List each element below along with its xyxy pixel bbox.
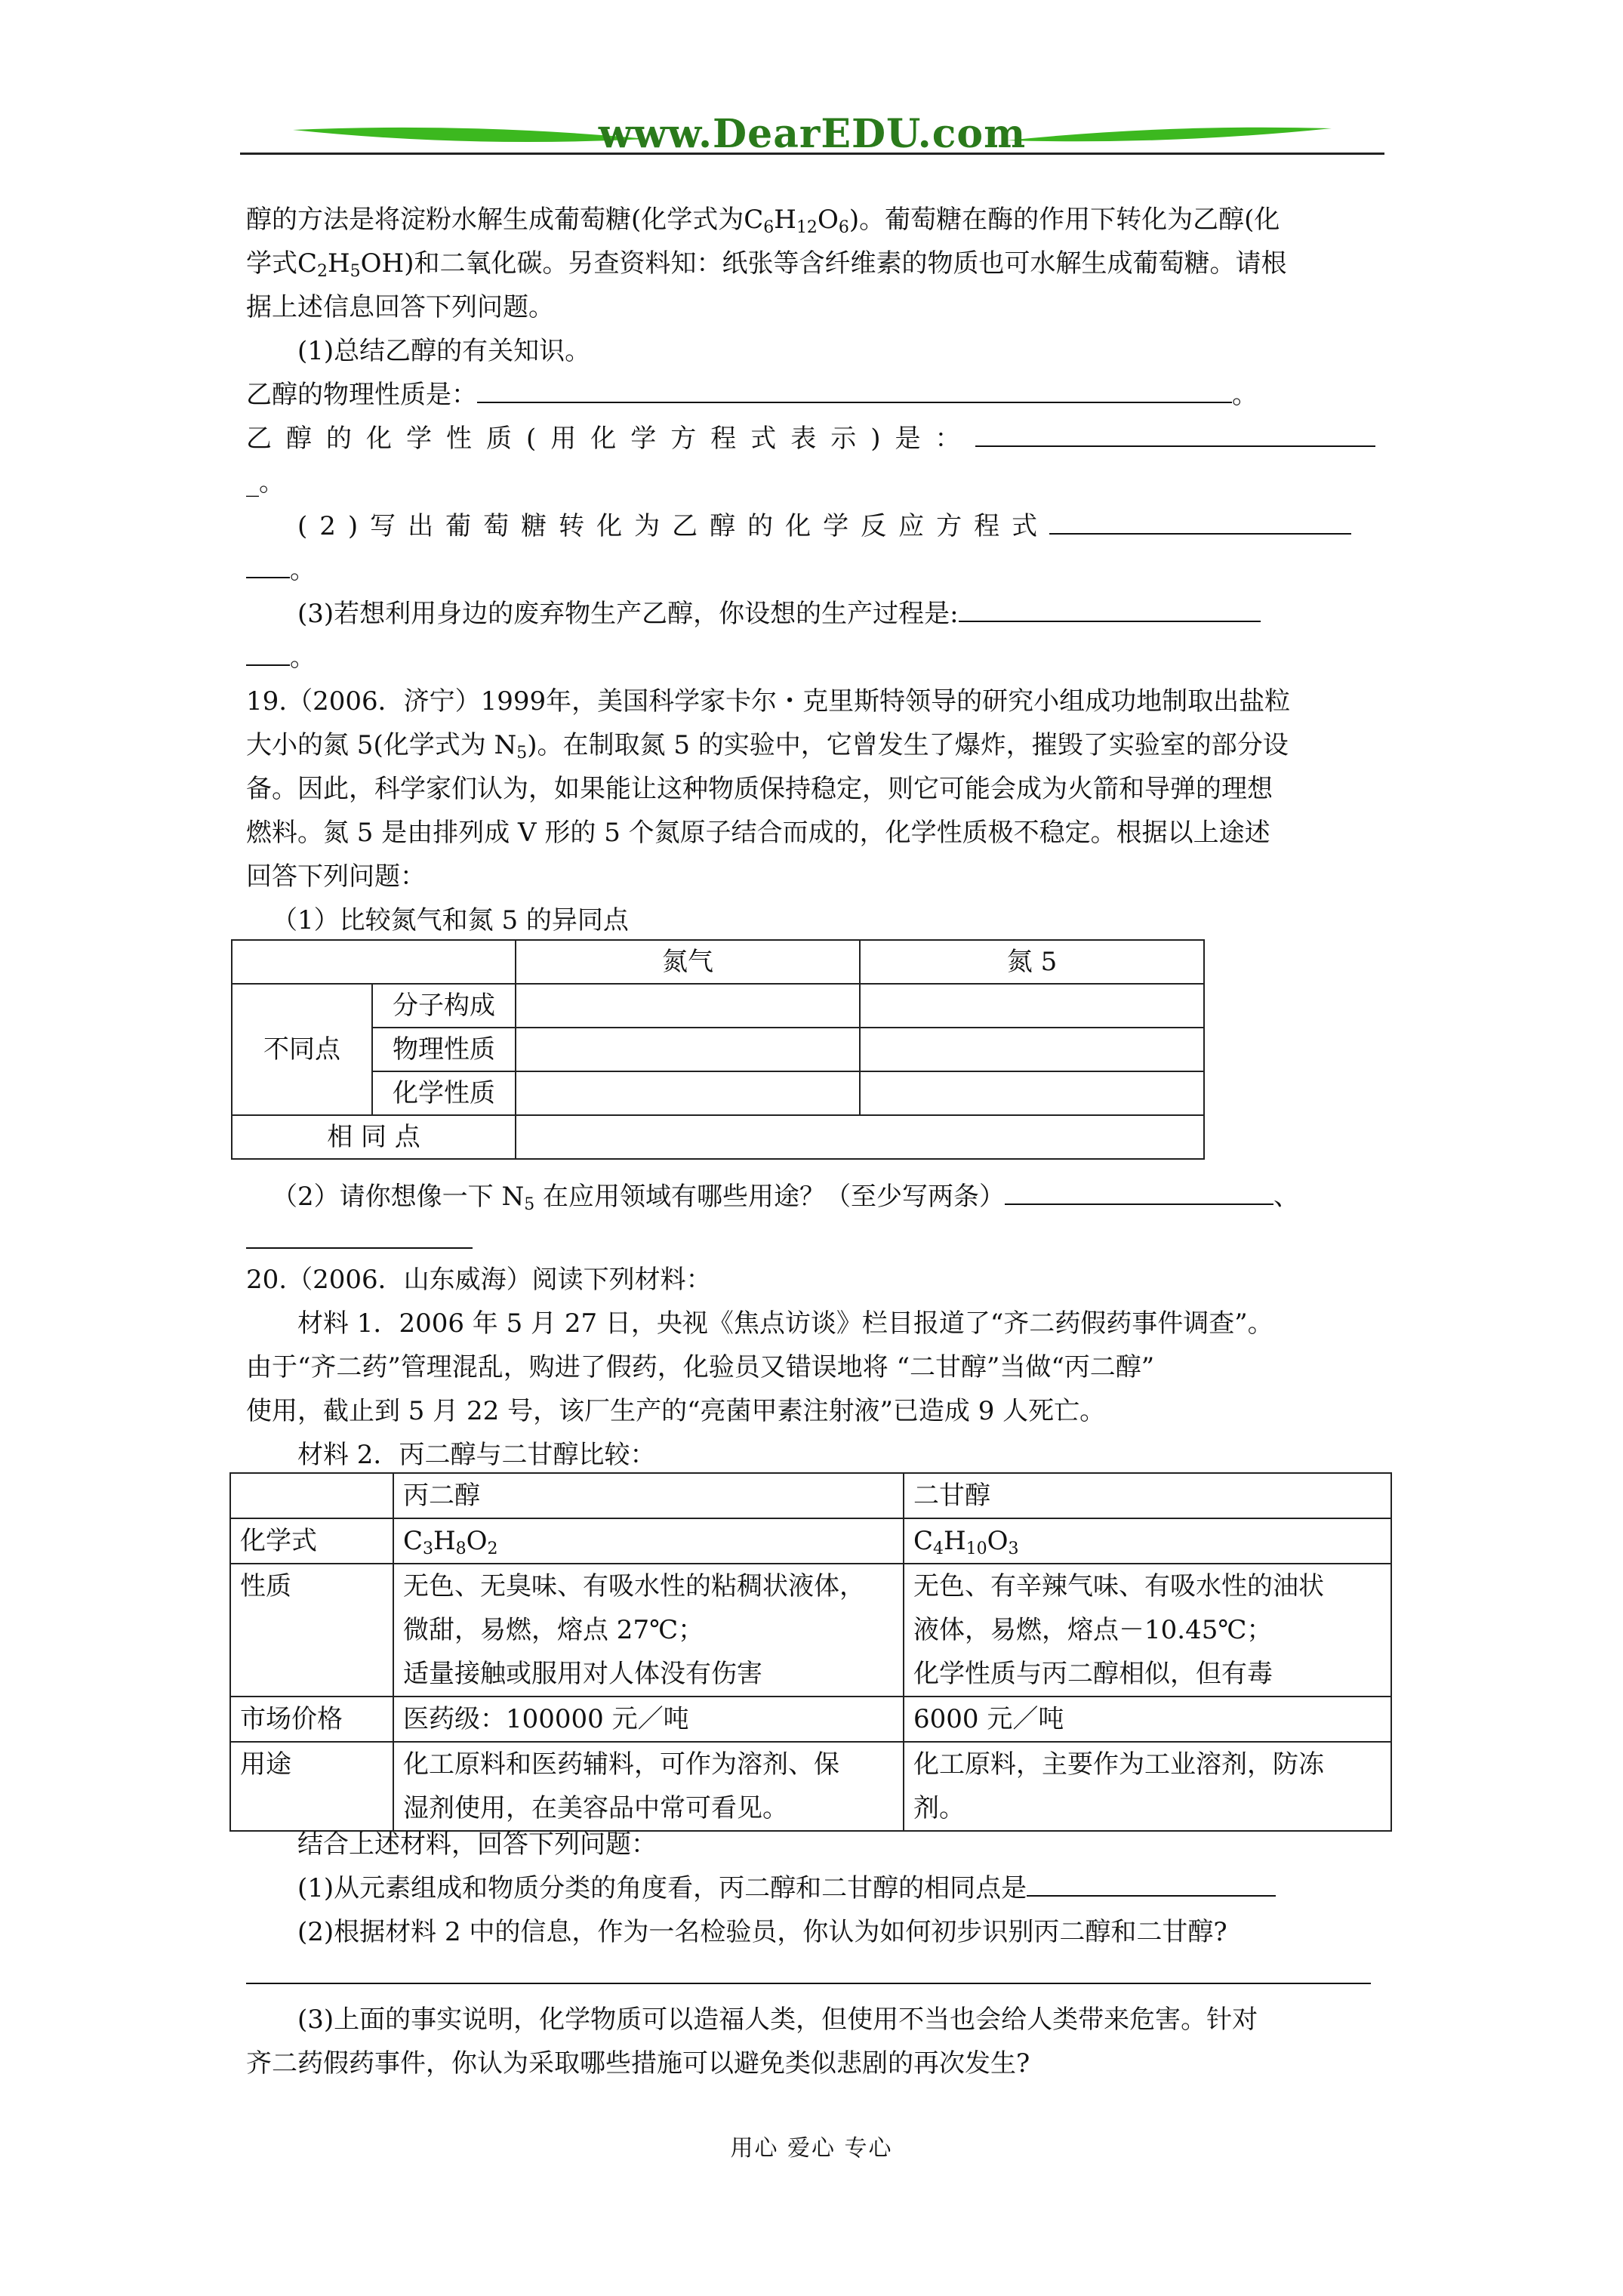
answer-line: 。 (246, 636, 1378, 680)
table-row (230, 1697, 1391, 1742)
text-line: 由于“齐二药”管理混乱，购进了假药，化验员又错误地将 “二甘醇”当做“丙二醇” (246, 1352, 1155, 1382)
text-line: 材料 1．2006 年 5 月 27 日，央视《焦点访谈》栏目报道了“齐二药假药事件调查”。 (297, 1308, 1273, 1339)
answer-blank[interactable] (959, 595, 1261, 622)
table-cell: 无色、无臭味、有吸水性的粘稠状液体， 微甜，易燃，熔点 27℃； 适量接触或服用对人体没有伤害 (393, 1564, 904, 1697)
answer-blank[interactable] (477, 376, 1232, 403)
question-20: 20.（2006．山东威海）阅读下列材料： (246, 1265, 712, 1295)
table-row (230, 1564, 1391, 1697)
question-19-1: （1）比较氮气和氮 5 的异同点 (272, 905, 629, 935)
table-row (230, 1518, 1391, 1564)
answer-cell[interactable] (516, 1028, 860, 1071)
table-row (232, 1028, 1204, 1071)
table-row-header: 物理性质 (372, 1028, 516, 1071)
table-row-header: 化学性质 (372, 1071, 516, 1115)
table-cell (230, 1473, 393, 1518)
question-20-2: (2)根据材料 2 中的信息，作为一名检验员，你认为如何初步识别丙二醇和二甘醇? (297, 1917, 1227, 1947)
text-line: 备。因此，科学家们认为，如果能让这种物质保持稳定，则它可能会成为火箭和导弹的理想 (246, 774, 1273, 804)
table-row-header: 市场价格 (230, 1697, 393, 1742)
table-row (232, 984, 1204, 1028)
answer-cell[interactable] (860, 1071, 1204, 1115)
answer-blank[interactable] (1027, 1869, 1276, 1897)
answer-blank[interactable] (975, 420, 1375, 447)
table-header: 丙二醇 (393, 1473, 904, 1518)
text-line: 据上述信息回答下列问题。 (246, 292, 554, 322)
glycol-comparison-table (229, 1472, 1392, 1832)
question-19: 19.（2006．济宁）1999年，美国科学家卡尔・克里斯特领导的研究小组成功地制取出盐粒 (246, 686, 1291, 717)
table-cell: $C_3H_8O_2$ (393, 1518, 904, 1564)
text-line: 结合上述材料，回答下列问题： (297, 1829, 657, 1860)
answer-line-chemical: 乙醇的化学性质(用化学方程式表示)是： (246, 417, 1378, 461)
answer-blank[interactable] (246, 1957, 1371, 1984)
header-rule (240, 153, 1384, 155)
answer-blank[interactable] (1049, 507, 1351, 535)
table-row-header: 分子构成 (372, 984, 516, 1028)
table-cell: 化工原料，主要作为工业溶剂，防冻 剂。 (904, 1742, 1391, 1831)
table-cell: $C_4H_{10}O_3$ (904, 1518, 1391, 1564)
answer-cell[interactable] (516, 1115, 1204, 1159)
page-header (240, 112, 1384, 159)
answer-cell[interactable] (860, 984, 1204, 1028)
answer-blank[interactable] (1005, 1178, 1273, 1205)
content-lower (246, 1175, 1378, 1477)
answer-line-physical: 乙醇的物理性质是： 。 (246, 373, 1378, 417)
question-3: (3)若想利用身边的废弃物生产乙醇，你设想的生产过程是: (246, 592, 1378, 636)
text-line: 齐二药假药事件，你认为采取哪些措施可以避免类似悲剧的再次发生? (246, 2048, 1030, 2079)
text-line: 学式$C_2H_5OH$)和二氧化碳。另查资料知：纸张等含纤维素的物质也可水解生成葡萄糖。请根 (246, 248, 1287, 281)
text-line: 大小的氮 5(化学式为 $N_5$)。在制取氮 5 的实验中，它曾发生了爆炸，摧毁了实验室的部分设 (246, 730, 1289, 763)
table-cell: 医药级：100000 元／吨 (393, 1697, 904, 1742)
answer-blank[interactable] (246, 639, 290, 666)
table-row (230, 1473, 1391, 1518)
answer-blank[interactable] (246, 551, 290, 578)
table-header: 氮气 (516, 940, 860, 984)
page-footer: 用心 爱心 专心 (730, 2135, 893, 2162)
text-line: 回答下列问题： (246, 861, 426, 892)
answer-line: 。 (246, 548, 1378, 592)
nitrogen-comparison-table (231, 939, 1205, 1160)
question-20-1: (1)从元素组成和物质分类的角度看，丙二醇和二甘醇的相同点是 (246, 1866, 1378, 1910)
answer-cell[interactable] (516, 1071, 860, 1115)
text-line: 使用，截止到 5 月 22 号，该厂生产的“亮菌甲素注射液”已造成 9 人死亡。 (246, 1396, 1106, 1426)
answer-line (246, 1219, 1378, 1258)
table-header: 氮 5 (860, 940, 1204, 984)
question-19-2: （2）请你想像一下 $N_5$ 在应用领域有哪些用途？（至少写两条） 、 (246, 1175, 1378, 1219)
text-line: _。 (246, 467, 285, 498)
text-line: 燃料。氮 5 是由排列成 V 形的 5 个氮原子结合而成的，化学性质极不稳定。根据以上途述 (246, 818, 1270, 848)
answer-line (246, 1954, 1378, 1998)
question-20-3: (3)上面的事实说明，化学物质可以造福人类，但使用不当也会给人类带来危害。针对 (297, 2005, 1258, 2035)
table-row-header: 化学式 (230, 1518, 393, 1564)
question-1: (1)总结乙醇的有关知识。 (297, 336, 591, 366)
table-row (232, 1115, 1204, 1159)
table-header: 二甘醇 (904, 1473, 1391, 1518)
text-line: 材料 2．丙二醇与二甘醇比较： (297, 1440, 656, 1470)
site-logo[interactable]: www.DearEDU.com (598, 111, 1027, 157)
table-row (232, 1071, 1204, 1115)
answer-blank[interactable] (246, 1222, 473, 1249)
table-row (232, 940, 1204, 984)
table-cell: 化工原料和医药辅料，可作为溶剂、保 湿剂使用，在美容品中常可看见。 (393, 1742, 904, 1831)
table-cell: 无色、有辛辣气味、有吸水性的油状 液体，易燃，熔点－10.45℃； 化学性质与丙二醇相似，但有毒 (904, 1564, 1391, 1697)
table-row-header: 相 同 点 (232, 1115, 516, 1159)
table-row-header: 用途 (230, 1742, 393, 1831)
content-questions (246, 1823, 1378, 2085)
table-cell: 6000 元／吨 (904, 1697, 1391, 1742)
content (246, 198, 1378, 942)
answer-cell[interactable] (860, 1028, 1204, 1071)
answer-cell[interactable] (516, 984, 860, 1028)
table-row-header: 性质 (230, 1564, 393, 1697)
question-2: (2)写出葡萄糖转化为乙醇的化学反应方程式 (246, 504, 1378, 548)
table-row (230, 1742, 1391, 1831)
table-cell (232, 940, 516, 984)
table-row-header: 不同点 (232, 984, 372, 1115)
text-line: 醇的方法是将淀粉水解生成葡萄糖(化学式为$C_6H_{12}O_6$)。葡萄糖在酶的作用下转化为乙醇(化 (246, 205, 1280, 237)
